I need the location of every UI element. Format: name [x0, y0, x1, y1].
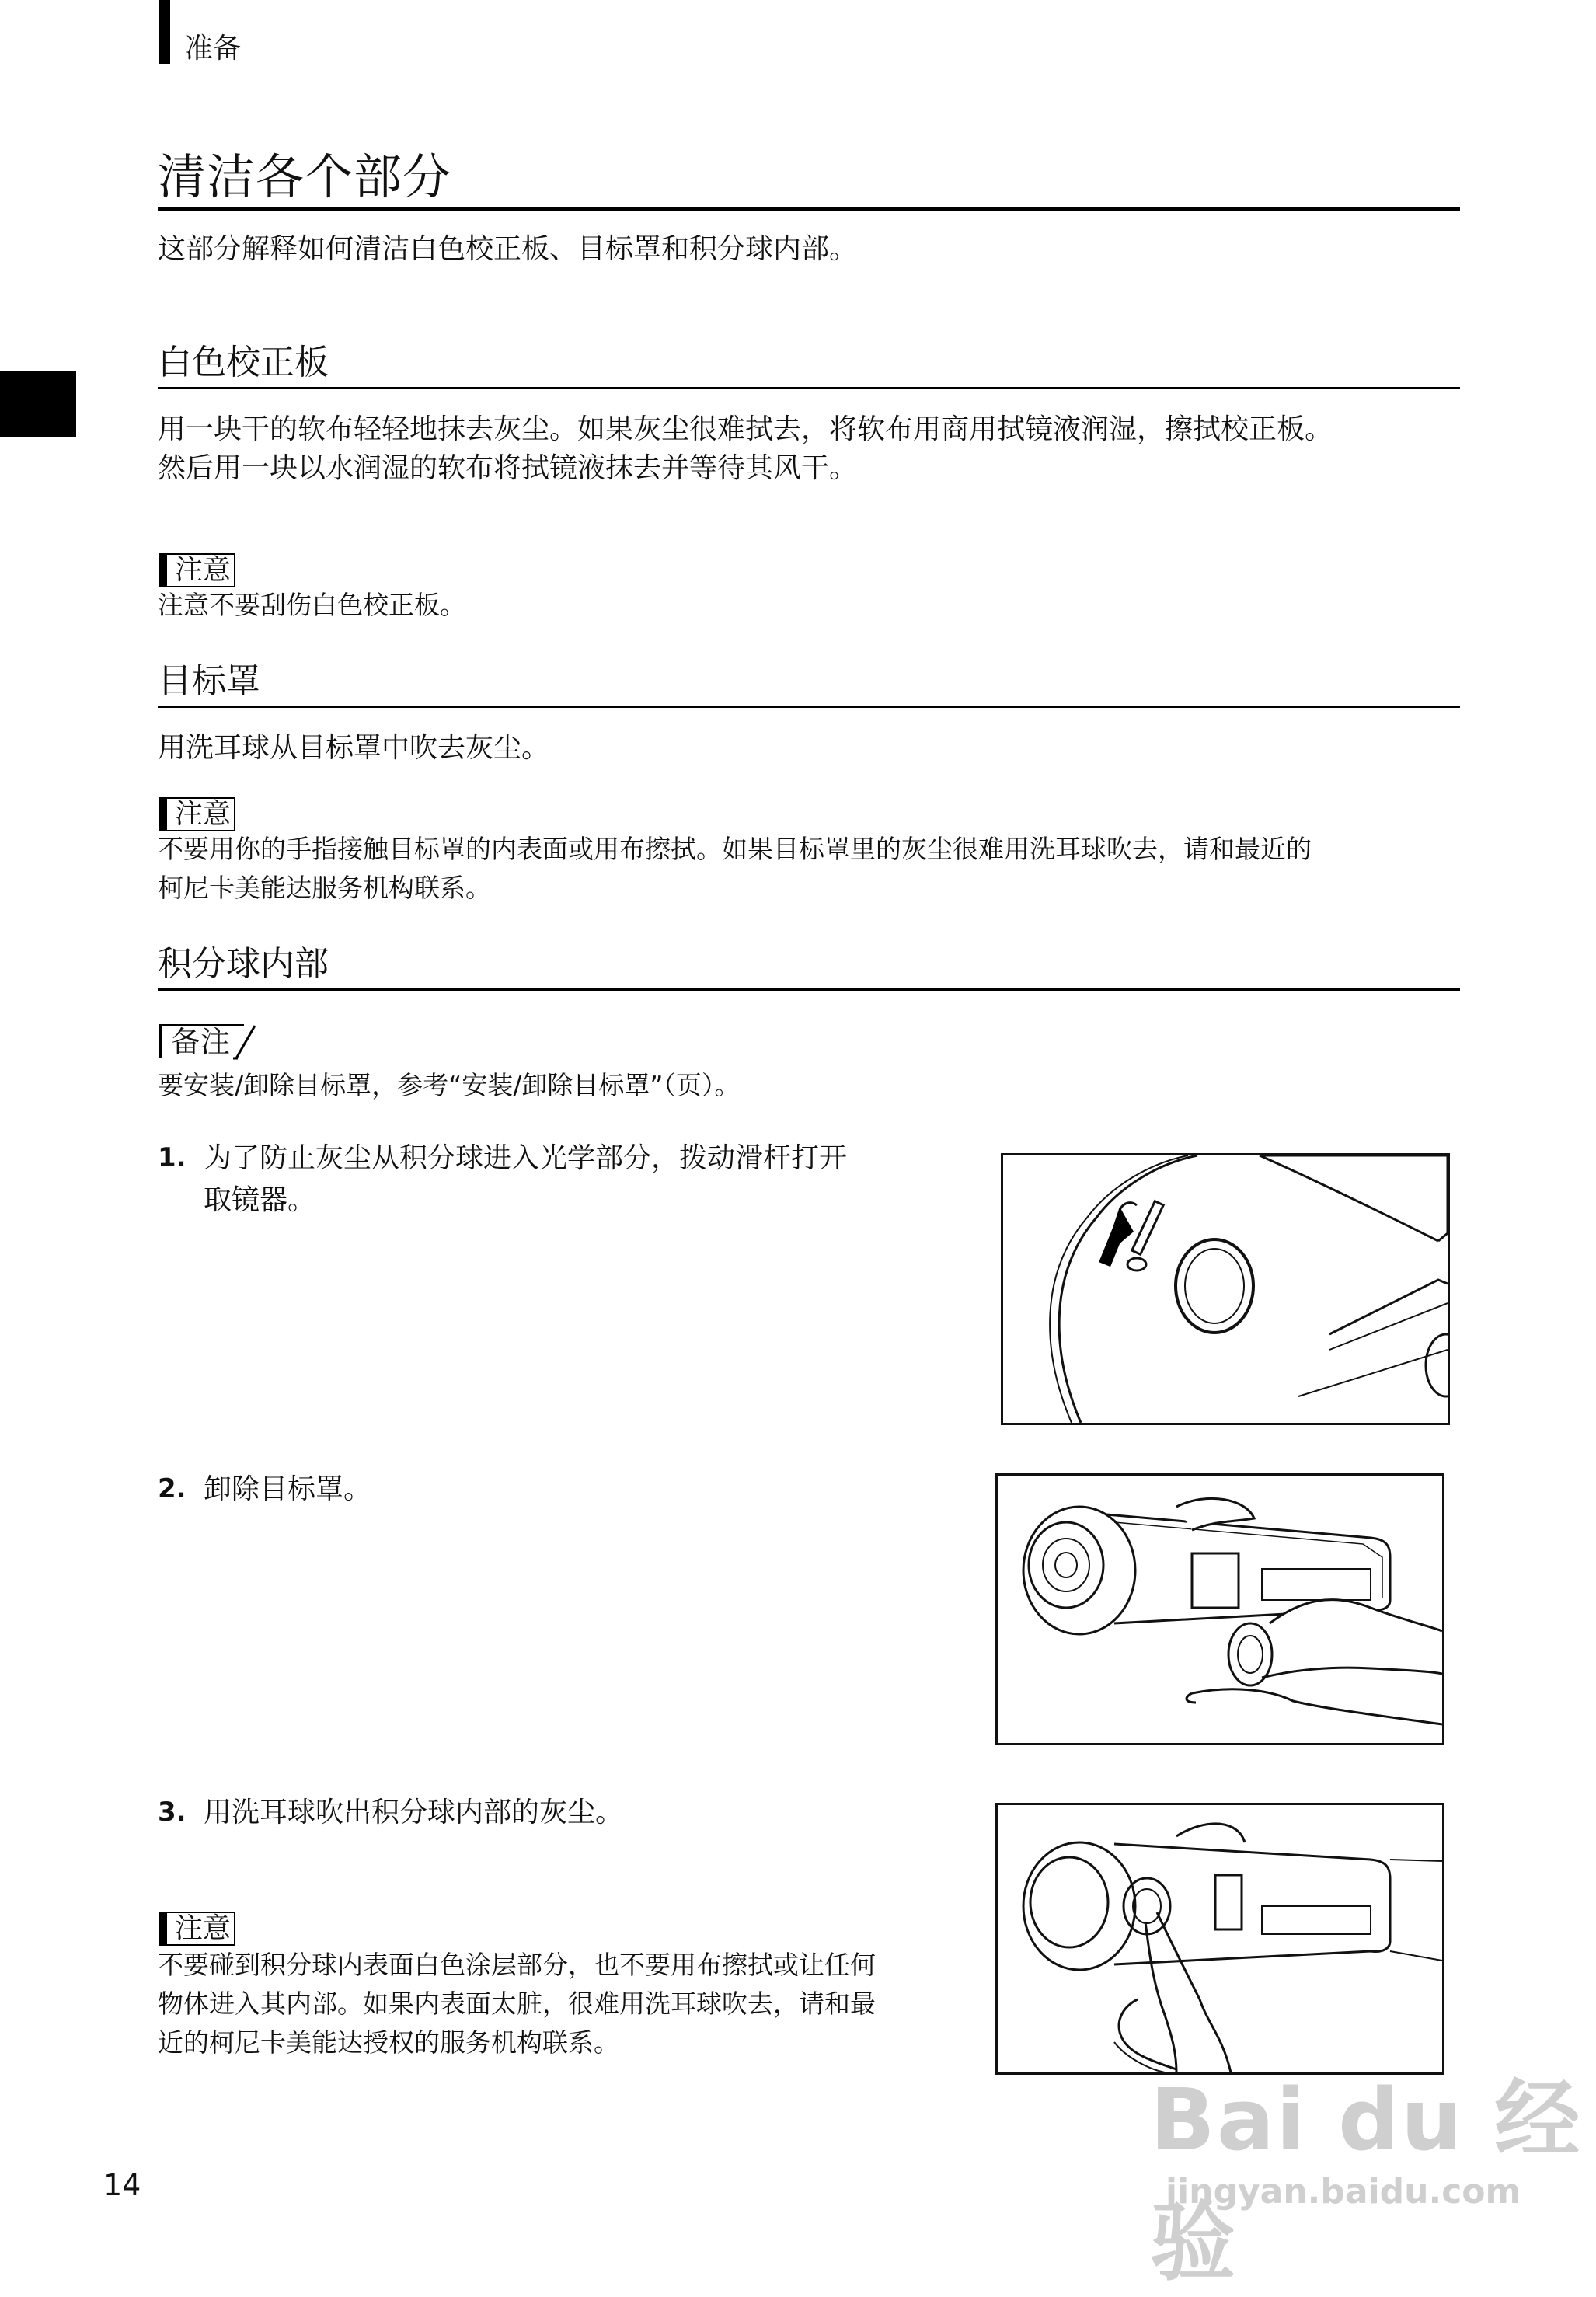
- device-slider-illustration: [1003, 1155, 1448, 1423]
- step-text-line: 用洗耳球吹出积分球内部的灰尘。: [204, 1797, 624, 1828]
- note-text: 不要碰到积分球内表面白色涂层部分，也不要用布擦拭或让任何: [158, 1950, 876, 1980]
- note-label: 注意: [159, 1912, 235, 1946]
- step-number: 3.: [158, 1797, 186, 1828]
- figure-blow-dust: [995, 1803, 1444, 2075]
- note-text: 近的柯尼卡美能达授权的服务机构联系。: [158, 2027, 619, 2058]
- watermark-logo: Bai du 经验: [1150, 2070, 1582, 2292]
- step-number: 1.: [158, 1142, 186, 1173]
- step-number: 2.: [158, 1473, 186, 1504]
- page-title: 清洁各个部分: [158, 148, 452, 205]
- section-heading-sphere-interior: 积分球内部: [158, 944, 329, 984]
- device-finger-pointing-illustration: [998, 1805, 1442, 2072]
- intro-text: 这部分解释如何清洁白色校正板、目标罩和积分球内部。: [158, 233, 858, 265]
- chapter-tab-marker: [0, 371, 76, 437]
- remark-slash-icon: [233, 1024, 256, 1060]
- section-heading-target-mask: 目标罩: [158, 661, 260, 701]
- figure-remove-target-mask: [995, 1473, 1444, 1745]
- note-text: 柯尼卡美能达服务机构联系。: [158, 873, 491, 903]
- section-text-line: 然后用一块以水润湿的软布将拭镜液抹去并等待其风干。: [158, 452, 858, 484]
- header-bar: [159, 0, 170, 64]
- watermark-url: jingyan.baidu.com: [1166, 2172, 1521, 2212]
- note-label: 注意: [159, 797, 235, 831]
- page-number: 14: [103, 2168, 141, 2202]
- remark-label: [159, 1024, 244, 1058]
- header-label: 准备: [185, 33, 242, 64]
- section-rule: [158, 988, 1460, 991]
- section-rule: [158, 706, 1460, 708]
- step-text-line: 为了防止灰尘从积分球进入光学部分，拨动滑杆打开: [204, 1142, 848, 1174]
- figure-open-shutter: [1001, 1153, 1450, 1425]
- step-text-line: 卸除目标罩。: [204, 1473, 372, 1505]
- note-label: 注意: [159, 553, 235, 587]
- note-text: 不要用你的手指接触目标罩的内表面或用布擦拭。如果目标罩里的灰尘很难用洗耳球吹去，请和最近的: [158, 834, 1312, 864]
- step-text-line: 取镜器。: [204, 1184, 316, 1216]
- note-text: 物体进入其内部。如果内表面太脏，很难用洗耳球吹去，请和最: [158, 1989, 876, 2019]
- section-heading-white-plate: 白色校正板: [158, 343, 329, 382]
- section-text-line: 用洗耳球从目标罩中吹去灰尘。: [158, 732, 550, 764]
- note-text: 注意不要刮伤白色校正板。: [158, 590, 465, 620]
- title-rule: [158, 207, 1460, 211]
- device-hand-removing-mask-illustration: [998, 1476, 1442, 1743]
- remark-label-text: 备注: [171, 1025, 231, 1059]
- remark-text: 要安装/卸除目标罩，参考“安装/卸除目标罩”（页）。: [158, 1070, 741, 1100]
- section-text-line: 用一块干的软布轻轻地抹去灰尘。如果灰尘很难拭去，将软布用商用拭镜液润湿，擦拭校正板。: [158, 413, 1333, 445]
- section-rule: [158, 387, 1460, 389]
